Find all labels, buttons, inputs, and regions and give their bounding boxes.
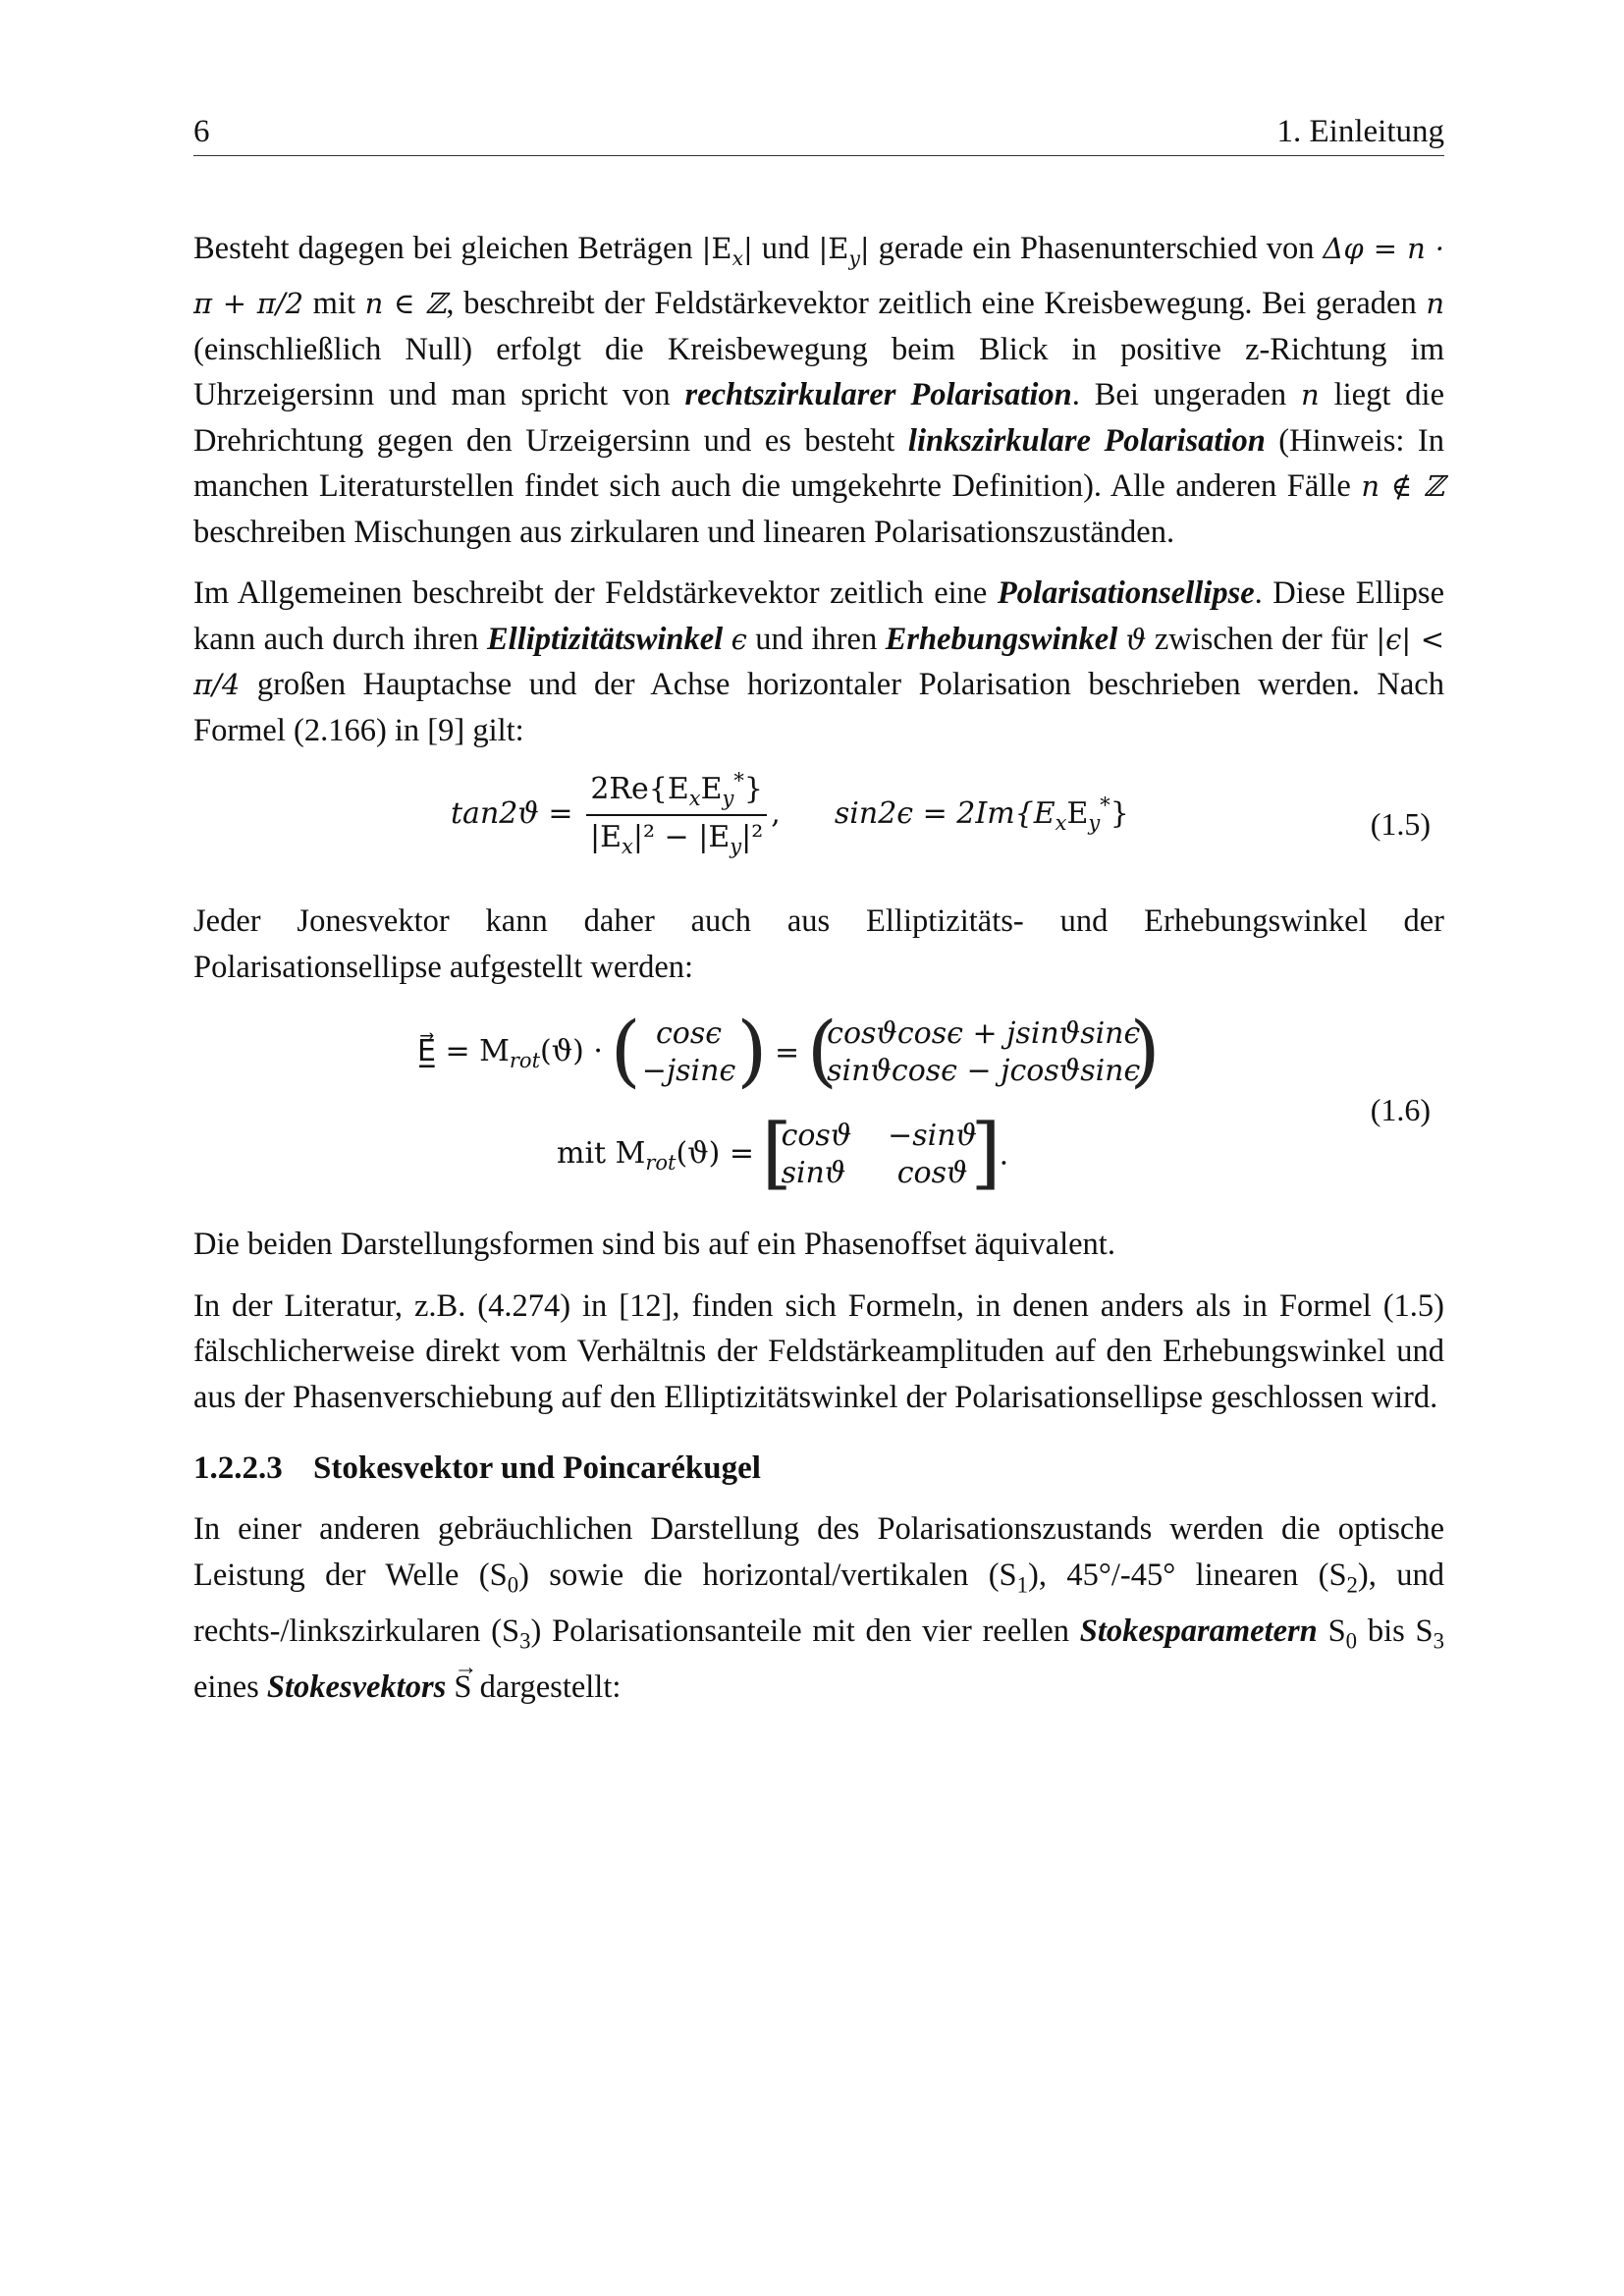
term-stokes-vector: Stokesvektors bbox=[266, 1668, 447, 1705]
term-stokes-parameters: Stokesparametern bbox=[1079, 1613, 1318, 1649]
eq-comma: , bbox=[771, 796, 781, 832]
text: eines bbox=[193, 1668, 267, 1705]
math-ex-magnitude: $|E_x|$ bbox=[701, 232, 753, 270]
paragraph-circular-polarization bbox=[193, 226, 1444, 555]
term-right-circular: rechtszirkularer Polarisation bbox=[684, 377, 1072, 413]
text: ) Polarisationsanteile mit den vier reellen bbox=[530, 1613, 1080, 1649]
section-title: Stokesvektor und Poincarékugel bbox=[313, 1450, 761, 1487]
text: ) sowie die horizontal/vertikalen (S bbox=[518, 1557, 1017, 1593]
body-text bbox=[193, 226, 1444, 1710]
chapter-title: 1. Einleitung bbox=[1276, 114, 1444, 149]
section-heading bbox=[193, 1446, 1444, 1491]
eq-mit-mrot: mit $M_{rot}(ϑ)$ = bbox=[557, 1135, 755, 1175]
text: beschreiben Mischungen aus zirkularen und linearen Polarisationszuständen. bbox=[193, 514, 1175, 550]
equation-number-1-6: (1.6) bbox=[1370, 1092, 1431, 1128]
running-header bbox=[193, 110, 1444, 156]
term-polarization-ellipse: Polarisationsellipse bbox=[997, 575, 1255, 612]
paragraph-phase-offset: Die beiden Darstellungsformen sind bis auf ein Phasenoffset äquivalent. bbox=[193, 1227, 1115, 1263]
eq-lhs-e: E̲⃗ = $M_{rot}(ϑ)$ · bbox=[417, 1033, 603, 1072]
text: zwischen der für bbox=[1146, 621, 1377, 657]
text: ), 45°/-45° linearen (S bbox=[1028, 1557, 1347, 1593]
eq-numerator: $2Re\{E_xE_y^*\}$ bbox=[586, 769, 767, 816]
text: In einer anderen gebräuchlichen Darstellung des Polarisationszustands werden die optische Leistung der Welle (S bbox=[193, 1511, 1444, 1593]
term-elevation-angle: Erhebungswinkel bbox=[885, 621, 1118, 657]
math-n: n bbox=[1426, 287, 1445, 321]
eq-jones-vector bbox=[417, 1005, 1161, 1097]
eq-denominator: $|E_x|^2 - |E_y|^2$ bbox=[590, 820, 764, 859]
text: S bbox=[1317, 1613, 1346, 1649]
term-ellipticity-angle: Elliptizitätswinkel bbox=[486, 621, 724, 657]
term-left-circular: linkszirkulare Polarisation bbox=[907, 422, 1266, 459]
eq-vector-eps: ( cosϵ −jsinϵ ) bbox=[610, 1005, 768, 1097]
text: (einschließlich Null) erfolgt die Kreisbewegung beim Blick in positive z-Richtung im Uhrzeigersinn und man spricht von bbox=[193, 331, 1444, 413]
text: gerade ein Phasenunterschied von bbox=[869, 231, 1324, 266]
text: und ihren bbox=[746, 621, 886, 657]
text: liegt die Drehrichtung gegen den Urzeigersinn und es besteht bbox=[193, 377, 1444, 459]
math-stokes-vector: → S bbox=[454, 1665, 471, 1711]
equation-number-1-5: (1.5) bbox=[1370, 806, 1431, 843]
text: mit bbox=[303, 286, 365, 322]
text: und bbox=[752, 231, 819, 266]
text: ), und rechts-/linkszirkularen (S bbox=[193, 1557, 1444, 1649]
math-n: n bbox=[1301, 378, 1320, 412]
paragraph-stokes: In einer anderen gebräuchlichen Darstellung des Polarisationszustands werden die optische Leistung der Welle $(S_0)$ sowie die horizontal/vertikalen $(S_1)$, 45°/-45° linearen $(S_2)$, und rechts-/linkszirkularen $(S_3)$ Polarisationsanteile mit den vier reellen Stokesparametern $S_0$ bis $S_3$ eines Stokesvektors → S dargestellt: bbox=[193, 1506, 1444, 1710]
paragraph-polarization-ellipse bbox=[193, 571, 1444, 753]
math-theta: ϑ bbox=[1125, 622, 1147, 656]
eq-lhs-tan: tan2ϑ = bbox=[451, 796, 573, 832]
eq-equals: = bbox=[775, 1035, 800, 1070]
text: . Bei ungeraden bbox=[1071, 377, 1302, 413]
eq-vector-result: ( cosϑcosϵ + jsinϑsinϵ sinϑcosϵ − jcosϑsinϵ ) bbox=[806, 1005, 1161, 1097]
text: dargestellt: bbox=[471, 1668, 622, 1705]
text: Im Allgemeinen beschreibt der Feldstärkevektor zeitlich eine bbox=[193, 575, 998, 612]
equation-1-5 bbox=[193, 769, 1444, 879]
eq-rhs-sin: $\sin 2\epsilon = 2Im\{E_xE_y^*\}$ bbox=[834, 793, 1129, 835]
text: (Hinweis: In manchen Literaturstellen findet sich auch die umgekehrte Definition). Alle anderen Fälle bbox=[193, 422, 1444, 505]
section-number: 1.2.2.3 bbox=[193, 1450, 283, 1487]
eq-rotation-matrix: mit $M_{rot}(ϑ)$ = [ cosϑ −sinϑ sinϑ cosϑ ] . bbox=[557, 1107, 1009, 1199]
equation-1-6 bbox=[193, 1005, 1444, 1206]
paragraph-jones-vector: Jeder Jonesvektor kann daher auch aus Elliptizitäts- und Erhebungswinkel der Polarisationsellipse aufgestellt werden: bbox=[193, 903, 1444, 985]
math-ey-magnitude: $|E_y|$ bbox=[818, 232, 870, 270]
math-n-not-in-z: n ∉ ℤ bbox=[1361, 469, 1444, 504]
text: , beschreibt der Feldstärkevektor zeitlich eine Kreisbewegung. Bei geraden bbox=[446, 286, 1427, 322]
eq-fraction bbox=[586, 769, 767, 858]
page-number: 6 bbox=[193, 114, 210, 149]
text: bis S bbox=[1357, 1613, 1434, 1649]
text: . Diese Ellipse kann auch durch ihren bbox=[193, 575, 1444, 657]
eq-matrix: [ cosϑ −sinϑ sinϑ cosϑ ] bbox=[761, 1107, 1001, 1199]
math-epsilon: ϵ bbox=[731, 622, 747, 656]
text: Besteht dagegen bei gleichen Beträgen bbox=[193, 231, 702, 266]
paragraph-literature: In der Literatur, z.B. (4.274) in [12], finden sich Formeln, in denen anders als in Formel (1.5) fälschlicherweise direkt vom Verhältnis der Feldstärkeamplituden auf den Erhebungswinkel und aus der Phasenverschiebung auf den Elliptizitätswinkel der Polarisationsellipse geschlossen wird. bbox=[193, 1287, 1444, 1415]
math-n-in-z: n ∈ ℤ bbox=[364, 287, 447, 321]
math-phase-difference: Δφ = n · π + π/2 bbox=[193, 232, 1445, 321]
text: großen Hauptachse und der Achse horizontaler Polarisation beschrieben werden. Nach Formel (2.166) in [9] gilt: bbox=[193, 667, 1444, 748]
math-epsilon-bound: |ϵ| < π/4 bbox=[193, 622, 1444, 702]
